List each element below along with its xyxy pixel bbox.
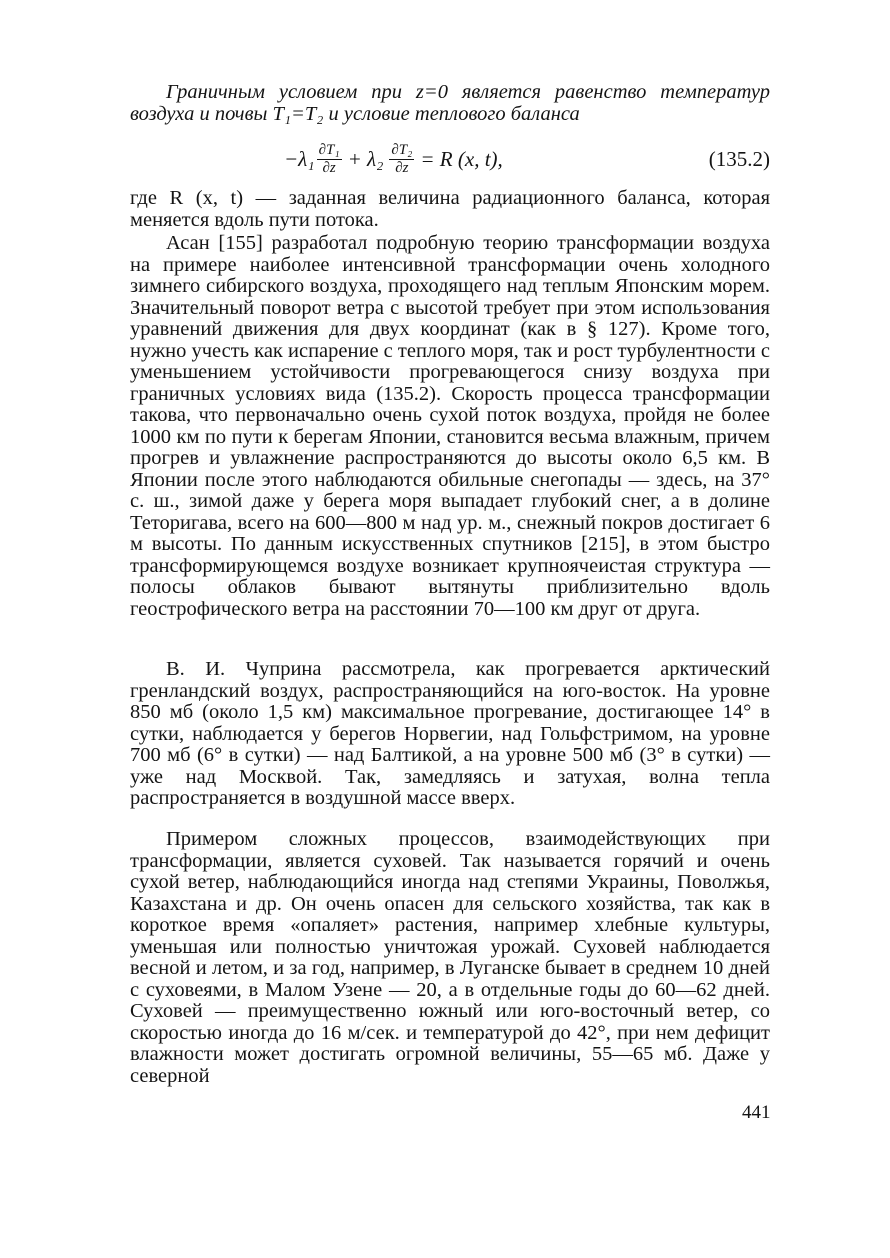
intro-text: Граничным условием при z=0 является равенство температур воздуха и почвы T₁=T₂ и условие теплового баланса (130, 81, 770, 125)
equation-formula (284, 134, 503, 184)
fraction-numerator: ∂T₁ (318, 141, 340, 158)
paragraph-asan-theory: Асан [155] разработал подробную теорию трансформации воздуха на примере наиболее интенсивной трансформации очень холодного зимнего сибирского воздуха, проходящего над теплым Японским морем. Значительный поворот ветра с высотой требует при этом использования уравнений движения для двух координат (как в § 127). Кроме того, нужно учесть как испарение с теплого моря, так и рост турбулентности с уменьшением устойчивости прогревающегося снизу воздуха при граничных условиях вида (135.2). Скорость процесса трансформации такова, что первоначально очень сухой поток воздуха, пройдя не более 1000 км по пути к берегам Японии, становится весьма влажным, причем прогрев и увлажнение распространяются до высоты около 6,5 км. В Японии после этого наблюдаются обильные снегопады — здесь, на 37° с. ш., зимой даже у берега моря выпадает глубокий снег, а в долине Теторигава, всего на 600—800 м над ур. м., снежный покров достигает 6 м высоты. По данным искусственных спутников [215], в этом быстро трансформирующемся воздухе возникает крупноячеистая структура — полосы облаков бывают вытянуты приблизительно вдоль геострофического ветра на расстоянии 70—100 км друг от друга. (130, 232, 770, 620)
equation-135-2 (130, 134, 770, 184)
page-number: 441 (742, 1102, 771, 1123)
equation-rhs: = R (x, t), (420, 146, 503, 171)
fraction-dT1-dz (317, 142, 342, 177)
paragraph-definition: где R (x, t) — заданная величина радиационного баланса, которая меняется вдоль пути потока. (130, 187, 770, 231)
equation-number: (135.2) (708, 147, 770, 171)
paragraph-chuprina: В. И. Чуприна рассмотрела, как прогревается арктический гренландский воздух, распространяющийся на юго-восток. На уровне 850 мб (около 1,5 км) максимальное прогревание, достигающее 14° в сутки, наблюдается у берегов Норвегии, над Гольфстримом, на уровне 700 мб (6° в сутки) — над Балтикой, а на уровне 500 мб (3° в сутки) — уже над Москвой. Так, замедляясь и затухая, волна тепла распространяется в воздушной массе вверх. (130, 658, 770, 809)
paragraph-sukhovey: Примером сложных процессов, взаимодействующих при трансформации, является суховей. Так называется горячий и очень сухой ветер, наблюдающийся иногда над степями Украины, Поволжья, Казахстана и др. Он очень опасен для сельского хозяйства, так как в короткое время «опаляет» растения, например хлебные культуры, уменьшая или полностью уничтожая урожай. Суховей наблюдается весной и летом, и за год, например, в Луганске бывает в среднем 10 дней с суховеями, в Малом Узене — 20, а в отдельные годы до 60—62 дней. Суховей — преимущественно южный или юго-восточный ветер, со скоростью иногда до 16 м/сек. и температурой до 42°, при нем дефицит влажности может достигать огромной величины, 55—65 мб. Даже у северной (130, 828, 770, 1087)
fraction-numerator: ∂T₂ (391, 141, 413, 158)
equation-middle: + λ₂ (347, 146, 384, 171)
fraction-denominator: ∂z (395, 159, 409, 176)
fraction-denominator: ∂z (322, 159, 336, 176)
fraction-dT2-dz (389, 142, 414, 177)
equation-lead: −λ₁ (284, 146, 315, 171)
